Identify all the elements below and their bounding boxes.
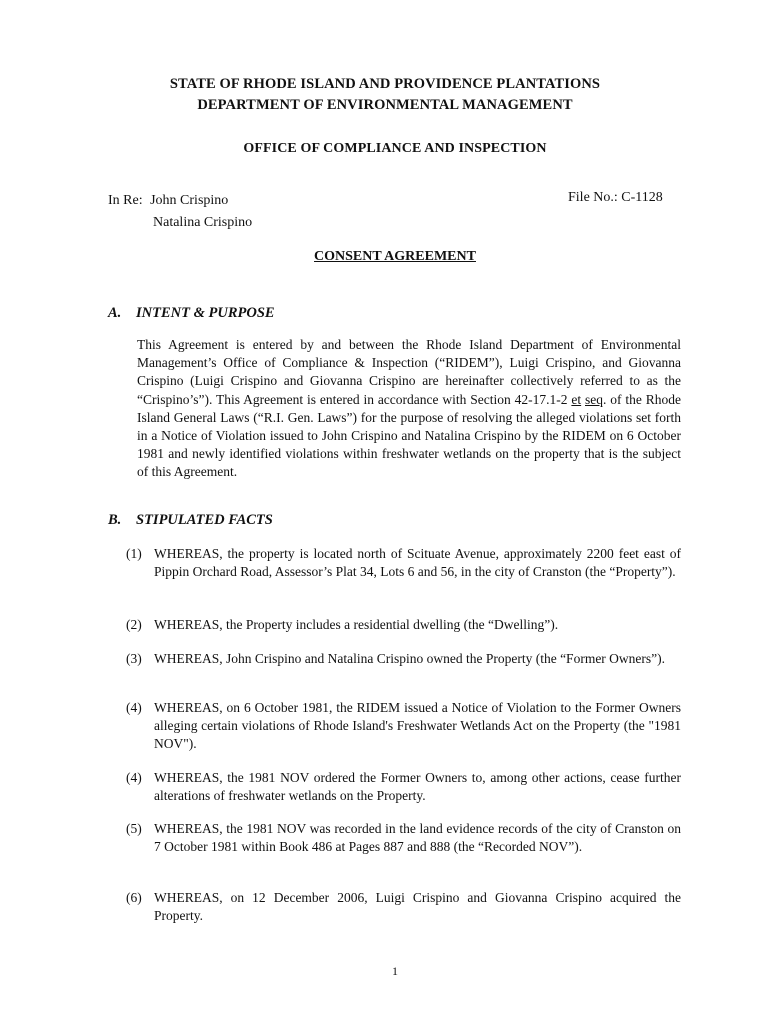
list-item bbox=[126, 889, 681, 925]
section-b-heading bbox=[108, 512, 273, 529]
document-title: CONSENT AGREEMENT bbox=[314, 249, 476, 264]
section-a-text-2: . of the Rhode Island General Laws (“R.I. Gen. Laws”) for the purpose of resolving the alleged violations set forth in a Notice of Violation issued to John Crispino and Natalina Crispino by the RIDEM on 6 October 1981 and newly identified violations within freshwater wetlands on the property that is the subject of this Agreement. bbox=[137, 391, 681, 480]
section-a-seq: seq bbox=[585, 391, 603, 407]
section-a-et: et bbox=[571, 391, 582, 407]
list-item bbox=[126, 769, 681, 805]
section-a-heading bbox=[108, 305, 275, 322]
list-item bbox=[126, 545, 681, 581]
section-a-text-1: This Agreement is entered by and between the Rhode Island Department of Environmental Management’s Office of Compliance & Inspection (“RIDEM”), Luigi Crispino, and Giovanna Crispino (Luigi Crispino and Giovanna Crispino are hereinafter collectively referred to as the “Crispino’s”). This Agreement is entered in accordance with Section 42-17.1-2 bbox=[137, 337, 681, 407]
item-number: (2) bbox=[126, 617, 142, 632]
item-number: (6) bbox=[126, 890, 142, 905]
item-number: (4) bbox=[126, 700, 142, 715]
item-number: (3) bbox=[126, 651, 142, 666]
header-office: OFFICE OF COMPLIANCE AND INSPECTION bbox=[243, 141, 547, 156]
item-text: WHEREAS, the 1981 NOV was recorded in the land evidence records of the city of Cranston on 7 October 1981 within Book 486 at Pages 887 and 888 (the “Recorded NOV”). bbox=[154, 821, 681, 855]
header-department: DEPARTMENT OF ENVIRONMENTAL MANAGEMENT bbox=[197, 97, 573, 113]
item-text: WHEREAS, John Crispino and Natalina Crispino owned the Property (the “Former Owners”). bbox=[154, 651, 666, 666]
item-text: WHEREAS, on 6 October 1981, the RIDEM issued a Notice of Violation to the Former Owners alleging certain violations of Rhode Island's Freshwater Wetlands Act on the Property (the "1981 NOV"). bbox=[154, 700, 681, 752]
section-a-label: A. bbox=[108, 305, 122, 321]
header-state: STATE OF RHODE ISLAND AND PROVIDENCE PLANTATIONS bbox=[169, 76, 601, 92]
section-b-title: STIPULATED FACTS bbox=[136, 512, 273, 528]
file-number: File No.: C-1128 bbox=[568, 190, 663, 205]
section-b-label: B. bbox=[108, 512, 122, 528]
section-a-paragraph bbox=[137, 336, 681, 482]
in-re-label: In Re: bbox=[108, 193, 143, 208]
item-text: WHEREAS, the property is located north of Scituate Avenue, approximately 2200 feet east of Pippin Orchard Road, Assessor’s Plat 34, Lots 6 and 56, in the city of Cranston (the “Property”). bbox=[154, 546, 681, 580]
item-number: (1) bbox=[126, 546, 142, 561]
page-number: 1 bbox=[392, 964, 398, 978]
item-number: (4) bbox=[126, 770, 142, 785]
list-item bbox=[126, 650, 681, 668]
item-number: (5) bbox=[126, 821, 142, 836]
item-text: WHEREAS, the Property includes a residential dwelling (the “Dwelling”). bbox=[154, 617, 559, 632]
item-text: WHEREAS, the 1981 NOV ordered the Former Owners to, among other actions, cease further alterations of freshwater wetlands on the Property. bbox=[154, 770, 681, 804]
list-item bbox=[126, 616, 681, 634]
list-item bbox=[126, 820, 681, 856]
party-name-2: Natalina Crispino bbox=[153, 215, 253, 230]
list-item bbox=[126, 699, 681, 754]
item-text: WHEREAS, on 12 December 2006, Luigi Crispino and Giovanna Crispino acquired the Property. bbox=[154, 890, 681, 924]
section-a-title: INTENT & PURPOSE bbox=[136, 305, 275, 321]
party-name-1: John Crispino bbox=[150, 193, 229, 208]
case-parties bbox=[108, 190, 252, 234]
